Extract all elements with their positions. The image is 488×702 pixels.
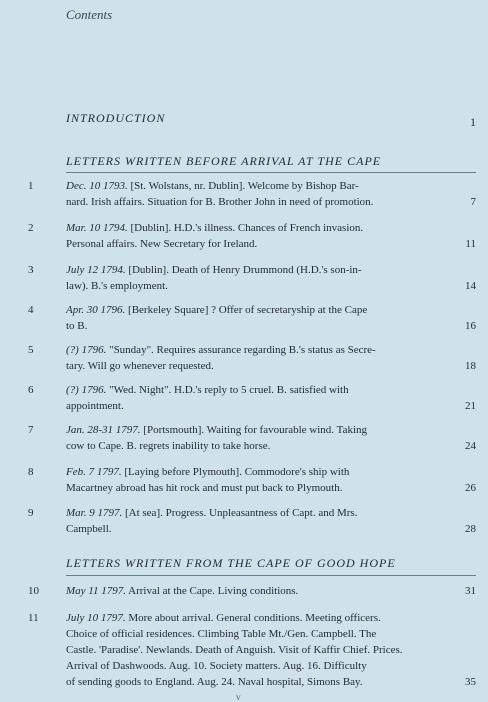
entry-line: Feb. 7 1797. [Laying before Plymouth]. Commodore's ship with — [66, 466, 350, 478]
entry-page: 16 — [465, 320, 476, 332]
entry-line: nard. Irish affairs. Situation for B. Brother John in need of promotion. — [66, 196, 374, 208]
entry-date: Mar. 9 1797. — [66, 507, 123, 519]
entry-page: 24 — [465, 440, 476, 452]
entry-line: May 11 1797. Arrival at the Cape. Living conditions. — [66, 585, 299, 597]
entry-number: 2 — [28, 222, 34, 234]
entry-page: 11 — [465, 238, 476, 250]
entry-date: (?) 1796. — [66, 384, 107, 396]
entry-line: July 10 1797. More about arrival. General conditions. Meeting officers. — [66, 612, 381, 624]
entry-page: 7 — [470, 196, 476, 208]
entry-date: May 11 1797. — [66, 585, 126, 597]
entry-text — [66, 178, 451, 210]
section-heading-from-cape: LETTERS WRITTEN FROM THE CAPE OF GOOD HOPE — [66, 556, 396, 570]
entry-number: 10 — [28, 585, 39, 597]
page-footer-mark: v — [236, 692, 241, 702]
entry-text — [66, 220, 451, 252]
entry-text — [66, 382, 451, 414]
entry-line: Mar. 9 1797. [At sea]. Progress. Unpleasantness of Capt. and Mrs. — [66, 507, 358, 519]
entry-date: (?) 1796. — [66, 344, 107, 356]
section-heading-before-arrival: LETTERS WRITTEN BEFORE ARRIVAL AT THE CAPE — [66, 154, 382, 168]
entry-date: Feb. 7 1797. — [66, 466, 122, 478]
entry-text — [66, 262, 451, 294]
introduction-label: INTRODUCTION — [66, 111, 166, 125]
entry-line: Choice of official residences. Climbing Table Mt./Gen. Campbell. The — [66, 628, 377, 640]
entry-line: law). B.'s employment. — [66, 280, 168, 292]
entry-line: cow to Cape. B. regrets inability to take horse. — [66, 440, 271, 452]
entry-text — [66, 302, 451, 334]
entry-line: Apr. 30 1796. [Berkeley Square] ? Offer of secretaryship at the Cape — [66, 304, 368, 316]
entry-text — [66, 583, 451, 599]
entry-date: Jan. 28-31 1797. — [66, 424, 141, 436]
entry-line: of sending goods to England. Aug. 24. Naval hospital, Simons Bay. — [66, 676, 363, 688]
entry-number: 1 — [28, 180, 34, 192]
section-rule — [66, 575, 476, 576]
section-rule — [66, 172, 476, 173]
entry-number: 5 — [28, 344, 34, 356]
entry-line: Dec. 10 1793. [St. Wolstans, nr. Dublin]. Welcome by Bishop Bar- — [66, 180, 359, 192]
entry-line: to B. — [66, 320, 88, 332]
entry-line: Castle. 'Paradise'. Newlands. Death of Anguish. Visit of Kaffir Chief. Prices. — [66, 644, 403, 656]
entry-text — [66, 505, 451, 537]
entry-number: 7 — [28, 424, 34, 436]
entry-line: Arrival of Dashwoods. Aug. 10. Society matters. Aug. 16. Difficulty — [66, 660, 367, 672]
entry-number: 9 — [28, 507, 34, 519]
entry-line: Campbell. — [66, 523, 112, 535]
entry-line: Macartney abroad has hit rock and must put back to Plymouth. — [66, 482, 343, 494]
entry-text — [66, 610, 451, 690]
entry-line: July 12 1794. [Dublin]. Death of Henry Drummond (H.D.'s son-in- — [66, 264, 362, 276]
entry-line: Mar. 10 1794. [Dublin]. H.D.'s illness. Chances of French invasion. — [66, 222, 364, 234]
entry-number: 3 — [28, 264, 34, 276]
entry-text — [66, 422, 451, 454]
introduction-row — [66, 111, 476, 127]
entry-number: 6 — [28, 384, 34, 396]
entry-page: 35 — [465, 676, 476, 688]
entry-number: 8 — [28, 466, 34, 478]
entry-line: tary. Will go whenever requested. — [66, 360, 214, 372]
entry-line: Personal affairs. New Secretary for Ireland. — [66, 238, 258, 250]
entry-date: Mar. 10 1794. — [66, 222, 128, 234]
page-title: Contents — [66, 7, 113, 22]
introduction-page: 1 — [470, 115, 476, 129]
entry-date: Dec. 10 1793. — [66, 180, 128, 192]
entry-date: July 10 1797. — [66, 612, 126, 624]
entry-page: 18 — [465, 360, 476, 372]
entry-line: appointment. — [66, 400, 124, 412]
entry-page: 14 — [465, 280, 476, 292]
entry-number: 4 — [28, 304, 34, 316]
entry-text — [66, 464, 451, 496]
entry-page: 26 — [465, 482, 476, 494]
entry-page: 28 — [465, 523, 476, 535]
entry-date: July 12 1794. — [66, 264, 126, 276]
entry-page: 21 — [465, 400, 476, 412]
entry-line: Jan. 28-31 1797. [Portsmouth]. Waiting for favourable wind. Taking — [66, 424, 368, 436]
entry-line: (?) 1796. "Wed. Night". H.D.'s reply to 5 cruel. B. satisfied with — [66, 384, 349, 396]
entry-line: (?) 1796. "Sunday". Requires assurance regarding B.'s status as Secre- — [66, 344, 376, 356]
entry-page: 31 — [465, 585, 476, 597]
entry-date: Apr. 30 1796. — [66, 304, 126, 316]
entry-text — [66, 342, 451, 374]
entry-number: 11 — [28, 612, 39, 624]
